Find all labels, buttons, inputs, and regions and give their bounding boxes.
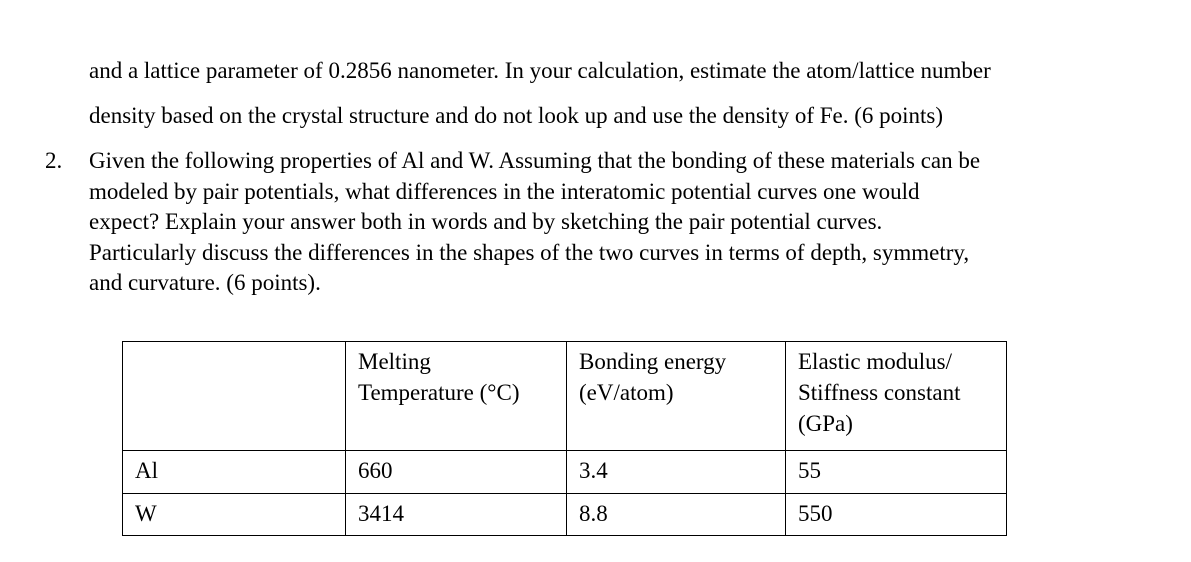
header-text: (eV/atom) xyxy=(579,380,674,405)
header-elastic-modulus xyxy=(786,342,1007,451)
header-text: Temperature (°C) xyxy=(358,380,520,405)
elastic-modulus-cell: 550 xyxy=(786,494,1007,536)
table-row xyxy=(123,451,1007,494)
melting-temperature-cell: 3414 xyxy=(346,494,567,536)
question2-number: 2. xyxy=(45,148,63,173)
header-text: Stiffness constant xyxy=(798,380,961,405)
bonding-energy-cell: 3.4 xyxy=(567,451,786,494)
header-melting-temperature xyxy=(346,342,567,451)
material-cell: Al xyxy=(123,451,346,494)
elastic-modulus-cell: 55 xyxy=(786,451,1007,494)
material-cell: W xyxy=(123,494,346,536)
header-text: (GPa) xyxy=(798,411,853,436)
question1-line-1: and a lattice parameter of 0.2856 nanometer. In your calculation, estimate the atom/lattice number xyxy=(89,58,991,83)
header-text: Melting xyxy=(358,349,431,374)
header-text: Bonding energy xyxy=(579,349,727,374)
bonding-energy-cell: 8.8 xyxy=(567,494,786,536)
header-cell-empty xyxy=(123,342,346,451)
question2-line-5: and curvature. (6 points). xyxy=(89,270,321,295)
properties-table xyxy=(122,341,1007,536)
question2-line-1: Given the following properties of Al and W. Assuming that the bonding of these materials can be xyxy=(89,148,981,173)
question2-line-2: modeled by pair potentials, what differences in the interatomic potential curves one would xyxy=(89,179,920,204)
header-bonding-energy xyxy=(567,342,786,451)
question1-line-2: density based on the crystal structure and do not look up and use the density of Fe. (6 points) xyxy=(89,103,944,128)
question2-line-3: expect? Explain your answer both in words and by sketching the pair potential curves. xyxy=(89,209,883,234)
table-row xyxy=(123,494,1007,536)
header-text: Elastic modulus/ xyxy=(798,349,952,374)
question2-line-4: Particularly discuss the differences in the shapes of the two curves in terms of depth, symmetry, xyxy=(89,240,970,265)
melting-temperature-cell: 660 xyxy=(346,451,567,494)
table-header-row xyxy=(123,342,1007,451)
